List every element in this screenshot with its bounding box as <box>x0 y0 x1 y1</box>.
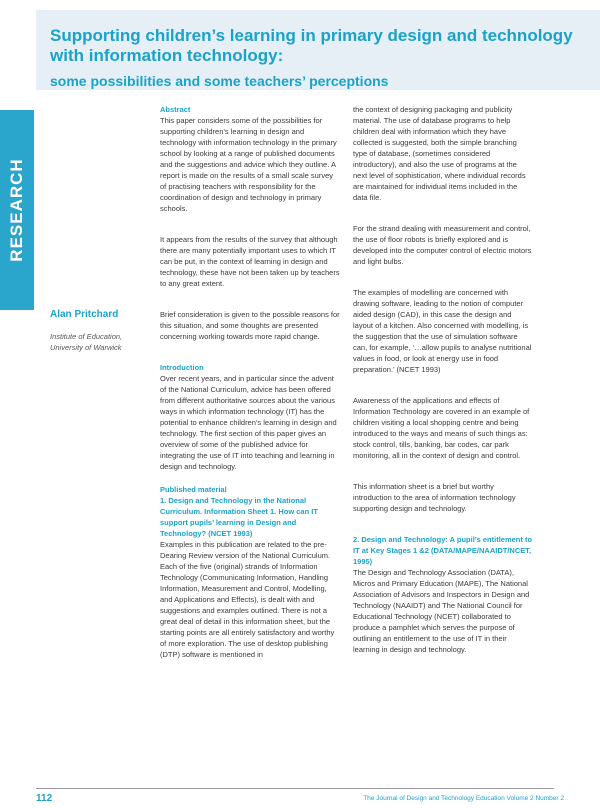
information-sheet-heading: 1. Design and Technology in the National Curriculum. Information Sheet 1. How can IT support pupils’ learning in Design and Technology? (NCET 1993) <box>160 496 318 538</box>
footer-divider <box>36 788 554 789</box>
column2-paragraph-3: The examples of modelling are concerned with drawing software, leading to the notion of computer aided design (CAD), in this case the design and layout of a kitchen. Also concerned with modelling, is the suggestion that the use of simulation software can, for example, ‘…allow pupils to analyse nutritional values in food, or look at energy use in food preparation.’ (NCET 1993) <box>353 288 532 374</box>
title-banner <box>36 10 600 90</box>
abstract-heading: Abstract <box>160 105 191 114</box>
author-block <box>50 308 150 353</box>
pupils-entitlement-heading: 2. Design and Technology: A pupil’s entitlement to IT at Key Stages 1 &2 (DATA/MAPE/NAAIDT/NCET, 1995) <box>353 535 533 566</box>
author-affiliation <box>50 331 150 353</box>
introduction-heading: Introduction <box>160 363 204 372</box>
column2-paragraph-5: This information sheet is a brief but worthy introduction to the area of information technology supporting design and technology. <box>353 482 516 513</box>
article-subtitle: some possibilities and some teachers’ perceptions <box>50 73 389 89</box>
article-title: Supporting children’s learning in primary design and technology with information technology: <box>50 26 573 65</box>
abstract-paragraph-3: Brief consideration is given to the possible reasons for this situation, and some thoughts are presented concerning working towards more rapid change. <box>160 310 340 341</box>
text-column-1 <box>160 104 340 660</box>
column2-paragraph-6: The Design and Technology Association (DATA), Micros and Primary Education (MAPE), The National Association of Advisors and Inspectors in Design and Technology (NAAIDT) and The National Council for Educational Technology (NCET) collaborated to produce a pamphlet which serves the purpose of outlining an entitlement to the use of IT in their learning in design and technology. <box>353 568 530 654</box>
text-column-2 <box>353 104 533 655</box>
column2-paragraph-2: For the strand dealing with measurement and control, the use of floor robots is briefly explored and is developed into the computer control of electric motors and light bulbs. <box>353 224 532 266</box>
information-sheet-paragraph: Examples in this publication are related to the pre-Dearing Review version of the National Curriculum. Each of the five (original) strands of Information Technology (Communicating Information, Handling Information, Measurement and Control, Modelling, and Applications and Effects), is dealt with and suggestions and examples outlined. There is not a great deal of detail in this information sheet, but the starting points are all entirely satisfactory and worthy of more exploration. The use of desktop publishing (DTP) software is mentioned in <box>160 540 335 659</box>
affiliation-line1: Institute of Education, <box>50 332 123 341</box>
section-tab <box>0 110 34 310</box>
affiliation-line2: University of Warwick <box>50 343 122 352</box>
abstract-paragraph-2: It appears from the results of the survey that although there are many potentially important uses to which IT can be put, in the context of learning in design and technology, these have not been taken up by teachers to any great extent. <box>160 235 340 288</box>
abstract-paragraph-1: This paper considers some of the possibilities for supporting children’s learning in design and technology with information technology in the primary school by looking at a range of published documents and the suggestions and advice which they outline. A report is made on the results of a small scale survey of practising teachers with responsibility for the coordination of design and technology in primary schools. <box>160 116 337 213</box>
column2-paragraph-1: the context of designing packaging and publicity material. The use of database programs to help children deal with information which they have collected is suggested, both the simple branching type of database, (sometimes considered introductory), and also the use of programs at the next level of sophistication, where individual records are maintained for individual items included in the data file. <box>353 105 526 202</box>
column2-paragraph-4: Awareness of the applications and effects of Information Technology are covered in an example of children visiting a local shopping centre and being introduced to the ways and means of such things as: stock control, tills, banking, bar codes, car park monitoring, all in the context of design and control. <box>353 396 530 460</box>
page-number: 112 <box>36 793 53 804</box>
published-material-heading: Published material <box>160 485 227 494</box>
author-name: Alan Pritchard <box>50 309 119 320</box>
section-tab-label: RESEARCH <box>7 158 26 262</box>
introduction-paragraph: Over recent years, and in particular since the advent of the National Curriculum, advice has been offered from different authoritative sources about the various ways in which information technology (IT) has the potential to enhance children’s learning in design and technology. The first section of this paper gives an overview of some of the published advice for integrating the use of IT into teaching and learning in design and technology. <box>160 374 337 471</box>
journal-citation: The Journal of Design and Technology Education Volume 2 Number 2 <box>363 795 564 802</box>
